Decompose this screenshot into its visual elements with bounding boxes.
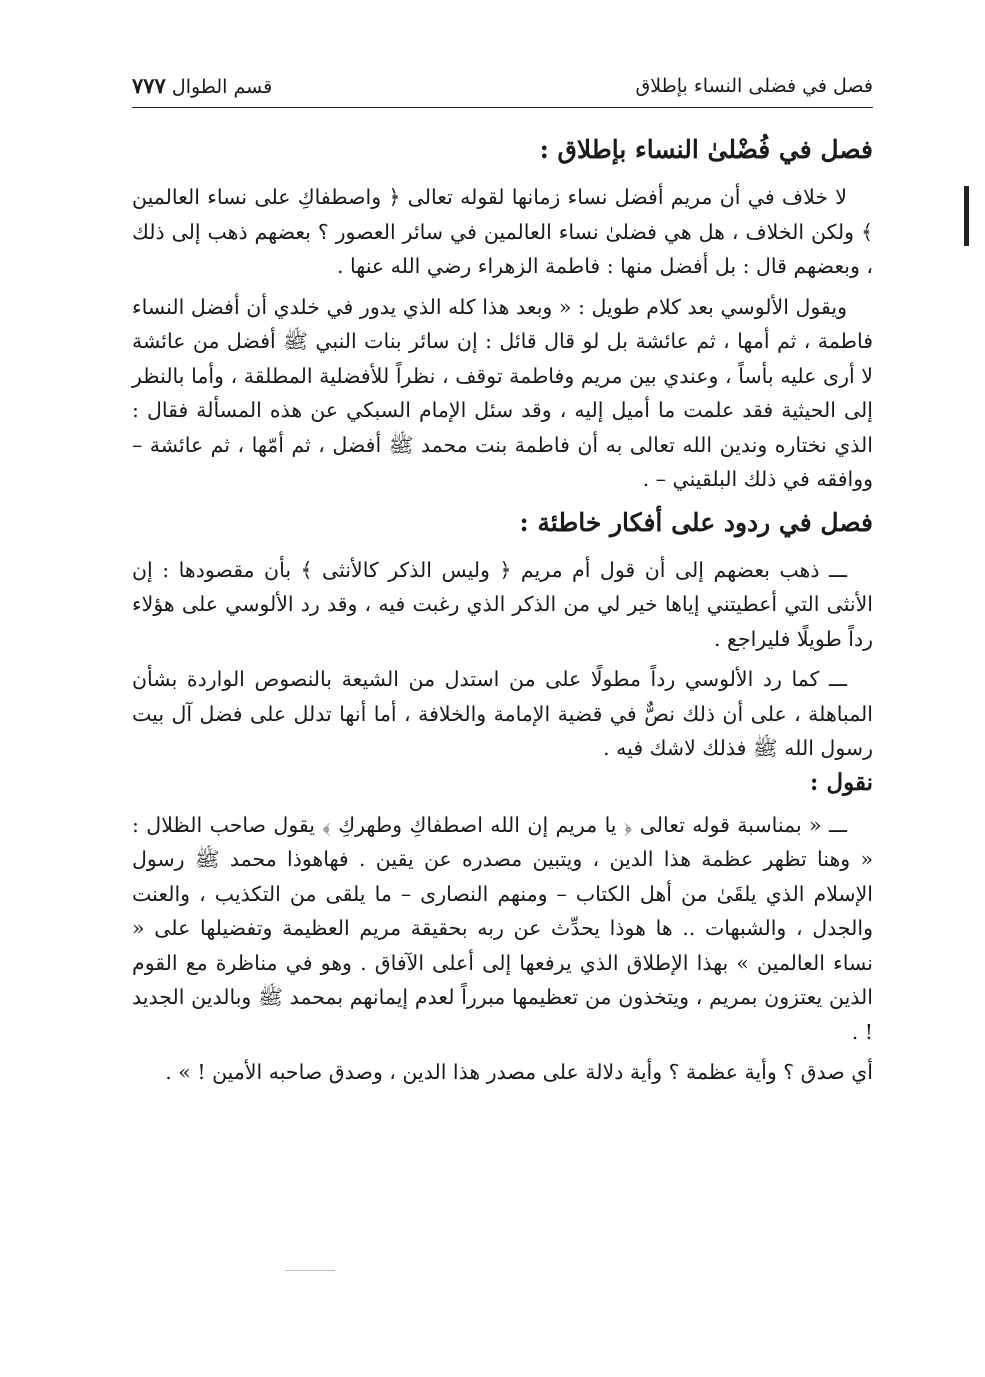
paragraph-6: أي صدق ؟ وأية عظمة ؟ وأية دلالة على مصدر هذا الدين ، وصدق صاحبه الأمين ! » .: [165, 1060, 873, 1084]
paragraph-1: لا خلاف في أن مريم أفضل نساء زمانها لقوله تعالى ﴿ واصطفاكِ على نساء العالمين ﴾ ولكن الخلاف ، هل هي فضلىٰ نساء العالمين في سائر العصور ؟ بعضهم ذهب إلى ذلك ، وبعضهم قال : بل أفضل منها : فاطمة الزهراء رضي الله عنها .: [132, 185, 873, 278]
paragraph-4: ـــ كما رد الألوسي رداً مطولًا على من استدل من الشيعة بالنصوص الواردة بشأن المباهلة ، على أن ذلك نصٌّ في قضية الإمامة والخلافة ، أما أنها تدلل على فضل آل بيت رسول الله ﷺ فذلك لاشك فيه .: [132, 667, 873, 760]
running-header: [132, 72, 873, 108]
heading-refutations: فصل في ردود على أفكار خاطئة :: [519, 507, 873, 537]
running-title: فصل في فضلى النساء بإطلاق: [635, 75, 873, 97]
margin-bar: [964, 186, 969, 246]
heading-quotes: نقول :: [809, 768, 873, 796]
heading-best-women: فصل في فُضْلىٰ النساء بإطلاق :: [539, 135, 873, 164]
paragraph-3: ـــ ذهب بعضهم إلى أن قول أم مريم ﴿ وليس الذكر كالأنثى ﴾ بأن مقصودها : إن الأنثى التي أعطيتني إياها خير لي من الذكر الذي رغبت فيه ، وقد رد الألوسي على هؤلاء رداً طويلًا فليراجع .: [132, 557, 873, 651]
paragraph-2: ويقول الألوسي بعد كلام طويل : « وبعد هذا كله الذي يدور في خلدي أن أفضل النساء فاطمة ، ثم أمها ، ثم عائشة بل لو قال قائل : إن سائر بنات النبي ﷺ أفضل من عائشة لا أرى عليه بأساً ، وعندي بين مريم وفاطمة توقف ، نظراً للأفضلية المطلقة ، وأما بالنظر إلى الحيثية فقد علمت ما أميل إليه ، وقد سئل الإمام السبكي عن هذه المسألة فقال : الذي نختاره وندين الله تعالى به أن فاطمة بنت محمد ﷺ أفضل ، ثم أمّها ، ثم عائشة – ووافقه في ذلك البلقيني – .: [132, 294, 873, 491]
section-name: قسم الطوال: [171, 76, 273, 98]
faint-mark: [285, 1270, 335, 1271]
header-rule: [132, 107, 873, 108]
paragraph-5: ـــ « بمناسبة قوله تعالى ﴿ يا مريم إن الله اصطفاكِ وطهركِ ﴾ يقول صاحب الظلال : « وهنا تظهر عظمة هذا الدين ، ويتبين مصدره عن يقين . فهاهوذا محمد ﷺ رسول الإسلام الذي يلقَىٰ من أهل الكتاب – ومنهم النصارى – ما يلقى من التكذيب ، والعنت والجدل ، والشبهات .. ها هوذا يحدِّث عن ربه بحقيقة مريم العظيمة وتفضيلها على « نساء العالمين » بهذا الإطلاق الذي يرفعها إلى أعلى الآفاق . وهو في مناظرة مع القوم الذين يعتزون بمريم ، ويتخذون من تعظيمها مبرراً لعدم إيمانهم بمحمد ﷺ وبالدين الجديد ! .: [132, 812, 873, 1044]
main-text: [132, 128, 873, 1096]
header-left-group: [132, 72, 306, 101]
page-number: ٧٧٧: [132, 73, 166, 98]
